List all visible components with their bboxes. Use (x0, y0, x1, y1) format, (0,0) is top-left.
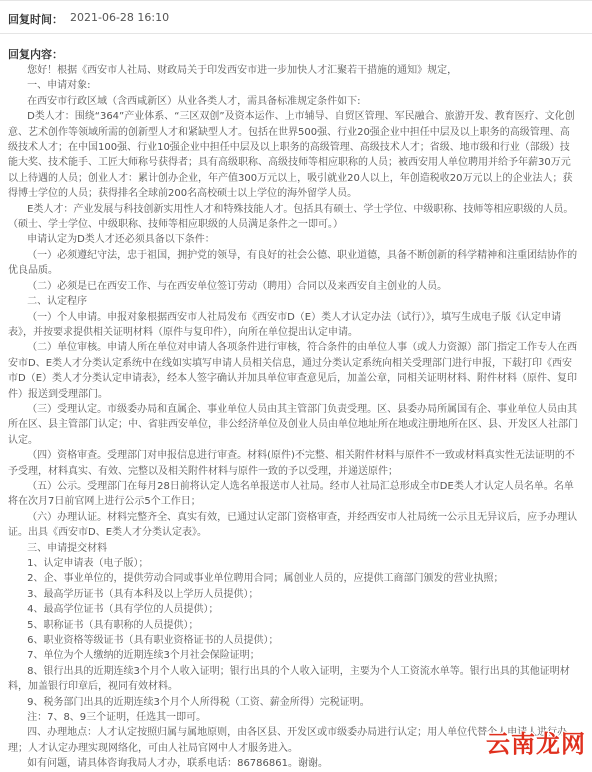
reply-paragraph: 9、税务部门出具的近期连续3个月个人所得税（工资、薪金所得）完税证明。 (8, 696, 370, 708)
reply-paragraph: 一、申请对象: (8, 80, 91, 92)
reply-content-label: 回复内容： (8, 48, 63, 61)
reply-paragraph: （二）单位审核。申请人所在单位对申请人各项条件进行审核，符合条件的由单位人事（或人力资源）部门指定工作专人在西安市D、E类人才分类认定系统中在线如实填写申请人员相关信息，通过分类认定系统向相关受理部门进行申报，下载打印《西安市D（E）类人才分类认定申请表》，经本人签字确认并加具单位审查意见后，加盖公章，同相关证明材料、附件材料（原件、复印件）报送到受理部门。 (8, 342, 578, 400)
reply-content-body (8, 63, 578, 772)
reply-paragraph: 四、办理地点：人才认定按照归属与属地原则，由各区县、开发区或市级委办局进行认定；用人单位代替个人申请人进行办理；人才认定办理实现网络化，可由人社局官网中人才服务进入。 (8, 727, 568, 754)
reply-paragraph: 在西安市行政区域（含西咸新区）从业各类人才，需具备标准规定条件如下: (8, 95, 361, 107)
reply-paragraph: 三、申请提交材料 (8, 542, 108, 554)
reply-paragraph: （二）必须是已在西安工作、与在西安单位签订劳动（聘用）合同以及来西安自主创业的人员。 (8, 280, 448, 292)
reply-paragraph: 7、单位为个人缴纳的近期连续3个月社会保险证明； (8, 650, 260, 662)
reply-paragraph: 注：7、8、9三个证明，任选其一即可。 (8, 712, 207, 724)
reply-paragraph: （一）个人申请。申报对象根据西安市人社局发布《西安市D（E）类人才认定办法（试行）》，填写生成电子版《认定申请表》，并按要求提供相关证明材料（原件与复印件），向所在单位提出认定申请。 (8, 311, 562, 338)
reply-time-row (0, 0, 592, 34)
site-watermark: 云南龙网 (486, 729, 586, 758)
reply-paragraph: 4、最高学位证书（具有学位的人员提供）； (8, 604, 219, 616)
reply-paragraph: （五）公示。受理部门在每月28日前将认定人选名单报送市人社局。经市人社局汇总形成全市DE类人才认定人员名单。名单将在次月7日前官网上进行公示5个工作日； (8, 480, 574, 508)
reply-paragraph: （三）受理认定。市级委办局和直属企、事业单位人员由其主管部门负责受理。区、县委办局所属国有企、事业单位人员由其所在区、县主管部门认定；中、省驻西安单位，非公经济单位及创业人员由单位地址所在地或注册地所在区、县、开发区人社部门认定。 (8, 403, 578, 446)
reply-paragraph: 申请认定为D类人才还必须具备以下条件： (8, 234, 215, 246)
reply-paragraph: （一）必须遵纪守法，忠于祖国，拥护党的领导，有良好的社会公德、职业道德，具备不断创新的科学精神和注重团结协作的优良品质。 (8, 249, 578, 277)
reply-paragraph: 您好！根据《西安市人社局、财政局关于印发西安市进一步加快人才汇聚若干措施的通知》规定， (8, 65, 458, 76)
reply-time-value: 2021-06-28 16:10 (70, 11, 170, 24)
reply-paragraph: （六）办理认证。材料完整齐全、真实有效，已通过认定部门资格审查，并经西安市人社局统一公示且无异议后，应予办理认证。出具《西安市D、E类人才分类认定表》。 (8, 511, 578, 539)
reply-paragraph: 3、最高学历证书（具有本科及以上学历人员提供）； (8, 588, 259, 600)
reply-paragraph: 如有问题，请具体咨询我局人才办，联系电话：86786861。谢谢。 (8, 758, 328, 770)
reply-time-label: 回复时间： (8, 13, 63, 26)
reply-paragraph: （四）资格审查。受理部门对申报信息进行审查。材料(原件)不完整、相关附件材料与原件不一致或材料真实性无法证明的不予受理，材料真实、有效、完整以及相关附件材料与原件一致的予以受理，并递送原件； (8, 450, 575, 477)
reply-paragraph: 1、认定申请表（电子版）； (8, 558, 149, 569)
reply-paragraph: D类人才：围绕“364”产业体系、“三区双创”及资本运作、上市辅导、自贸区管理、军民融合、旅游开发、教育医疗、文化创意、艺术创作等领域所需的创新型人才和紧缺型人才。包括在世界500强、行业20强企业中担任中层及以上职务的高级管理、高级技术人才；在中国100强、行业10强企业中担任中层及以上职务的高级管理、高级技术人才；省级、地市级和行业（部级）技能大奖、技术能手、工匠大师称号获得者；具有高级职称、高级技师等相应职称的人员；被西安用人单位聘用并给予年薪30万元以上待遇的人员；创业人才：累计创办企业，年产值300万元以上，吸引就业20人以上，年创造税收20万元以上的企业法人；获得博士学位的人员；获得排名全球前200名高校硕士以上学位的海外留学人员。 (8, 111, 575, 200)
reply-paragraph: 2、企、事业单位的，提供劳动合同或事业单位聘用合同；属创业人员的，应提供工商部门颁发的营业执照； (8, 573, 504, 585)
reply-paragraph: 5、职称证书（具有职称的人员提供）； (8, 619, 199, 631)
reply-paragraph: 8、银行出具的近期连续3个月个人收入证明；银行出具的个人收入证明，主要为个人工资流水单等。银行出具的其他证明材料，加盖银行印章后，视同有效材料。 (8, 665, 570, 693)
reply-paragraph: E类人才：产业发展与科技创新实用性人才和特殊技能人才。包括具有硕士、学士学位、中级职称、技师等相应职级的人员。（硕士、学士学位、中级职称、技师等相应职级的人员满足条件之一即可。） (8, 203, 574, 231)
reply-paragraph: 二、认定程序 (8, 296, 88, 308)
reply-paragraph: 6、职业资格等级证书（具有职业资格证书的人员提供）； (8, 635, 279, 647)
